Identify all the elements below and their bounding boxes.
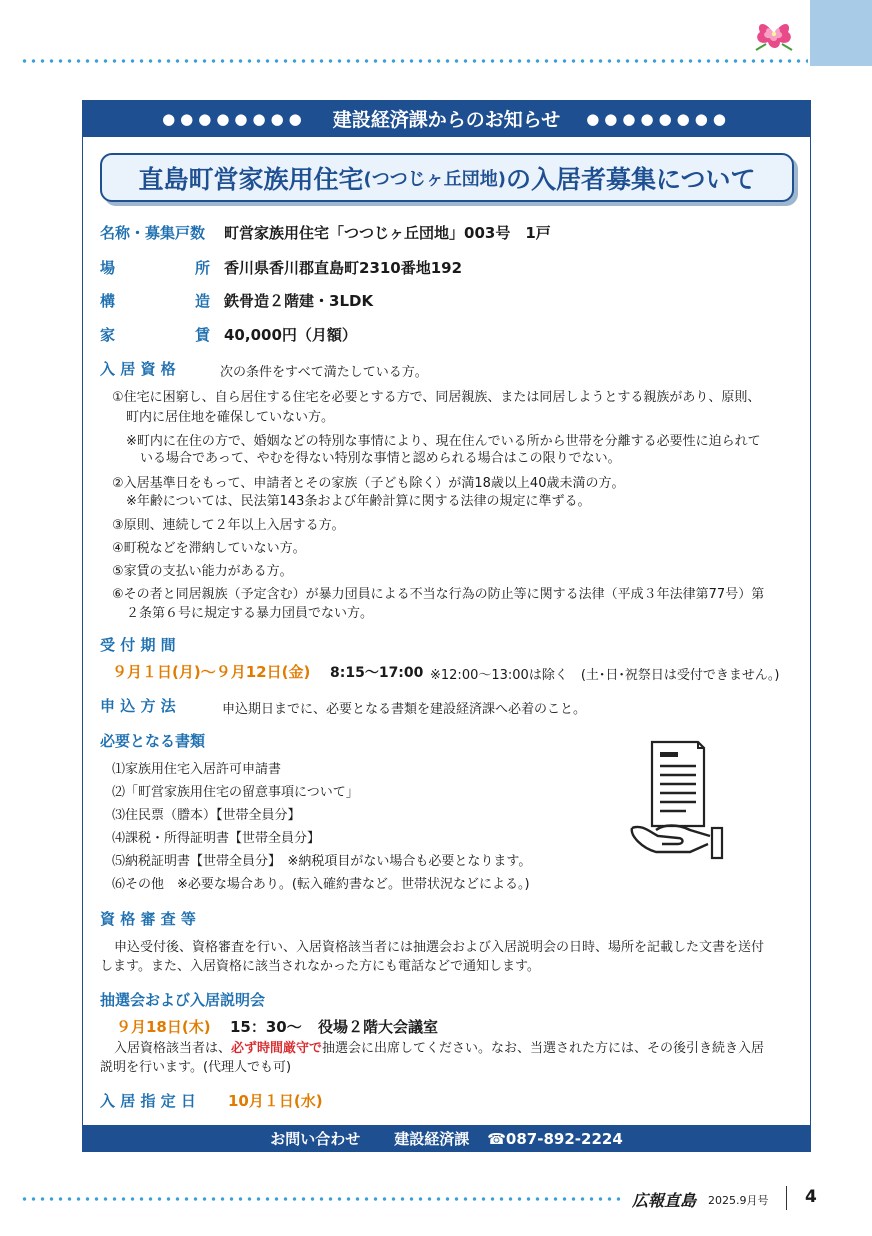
lottery-line2: 説明を行います。(代理人でも可) [100, 1060, 292, 1075]
title-part2: (つつじヶ丘団地) [363, 168, 506, 190]
azalea-flower-icon [752, 14, 798, 54]
qualification-label: 入 居 資 格 [100, 360, 176, 378]
bottom-dotted-line [20, 1197, 620, 1201]
qualification-line: ⑥その者と同居親族（予定含む）が暴力団員による不当な行為の防止等に関する法律（平成３年法律第77号）第 [112, 587, 765, 602]
qualification-line: ③原則、連続して２年以上入居する方。 [112, 518, 345, 533]
lottery-date: ９月18日(木) [116, 1018, 211, 1036]
qualification-line: ①住宅に困窮し、自ら居住する住宅を必要とする方で、同居親族、または同居しようとする親族があり、原則、 [112, 390, 761, 405]
document-item: ⑷課税・所得証明書【世帯全員分】 [112, 831, 321, 846]
issue-label: 2025.9月号 [708, 1194, 769, 1207]
screening-label: 資 格 審 査 等 [100, 910, 196, 928]
method-text: 申込期日までに、必要となる書類を建設経済課へ必着のこと。 [222, 702, 587, 717]
top-dotted-line [20, 59, 808, 63]
lottery-emphasis: 必ず時間厳守で [231, 1041, 323, 1056]
section-title: 建設経済課からのお知らせ [332, 109, 561, 131]
document-item: ⑴家族用住宅入居許可申請書 [112, 762, 282, 777]
screening-line: 申込受付後、資格審査を行い、入居資格該当者には抽選会および入居説明会の日時、場所を記載した文書を送付 [114, 940, 765, 955]
qualification-line: ※年齢については、民法第143条および年齢計算に関する法律の規定に準ずる。 [126, 494, 591, 509]
reception-note: ※12:00～13:00は除く (土･日･祝祭日は受付できません｡) [430, 668, 780, 683]
corner-tab [810, 0, 872, 66]
lottery-place: 役場２階大会議室 [318, 1018, 439, 1036]
lottery-label: 抽選会および入居説明会 [100, 991, 266, 1009]
contact-label: お問い合わせ [270, 1130, 361, 1148]
document-item: ⑵「町営家族用住宅の留意事項について」 [112, 785, 359, 800]
documents-label: 必要となる書類 [100, 732, 206, 750]
document-item: ⑹その他 ※必要な場合あり。(転入確約書など。世帯状況などによる。) [112, 877, 530, 892]
qualification-line: ※町内に在住の方で、婚姻などの特別な事情により、現在住んでいる所から世帯を分離する必要性に迫られて [126, 434, 761, 449]
info-label-name: 名称・募集戸数 [100, 224, 206, 242]
footer-divider [786, 1186, 787, 1210]
document-item: ⑶住民票（謄本）【世帯全員分】 [112, 808, 301, 823]
qualification-line: ④町税などを滞納していない方。 [112, 541, 306, 556]
info-label-rent: 家 賃 [100, 326, 210, 344]
reception-label: 受 付 期 間 [100, 636, 176, 654]
publication-logo: 広報直島 [632, 1191, 697, 1210]
title-part3: の入居者募集について [505, 164, 756, 194]
qualification-intro: 次の条件をすべて満たしている方。 [220, 365, 428, 380]
lottery-line1-b: 抽選会に出席してください。なお、当選された方には、その後引き続き入居 [322, 1041, 765, 1056]
lottery-time: 15：30～ [230, 1018, 302, 1036]
contact-bar [82, 1125, 811, 1152]
info-label-location: 場 所 [100, 259, 210, 277]
lottery-line1 [114, 1037, 764, 1056]
info-value-structure: 鉄骨造２階建・3LDK [224, 292, 374, 310]
contact-department: 建設経済課 [394, 1130, 470, 1148]
section-header [82, 100, 811, 137]
info-value-location: 香川県香川郡直島町2310番地192 [224, 259, 463, 277]
info-value-rent: 40,000円（月額） [224, 326, 357, 344]
qualification-line: いる場合であって、やむを得ない特別な事情と認められる場合はこの限りでない。 [140, 451, 621, 466]
title-part1: 直島町営家族用住宅 [138, 164, 364, 194]
qualification-line: ⑤家賃の支払い能力がある方。 [112, 564, 293, 579]
method-label: 申 込 方 法 [100, 697, 176, 715]
header-dots-left: ●●●●●●●● [162, 109, 307, 128]
qualification-line: ２条第６号に規定する暴力団員でない方。 [126, 606, 374, 621]
header-dots-right: ●●●●●●●● [586, 109, 731, 128]
page-title [100, 153, 794, 202]
lottery-line1-a: 入居資格該当者は、 [114, 1041, 232, 1056]
document-item: ⑸納税証明書【世帯全員分】 ※納税項目がない場合も必要となります。 [112, 854, 532, 869]
move-in-date: 10月１日(水) [228, 1092, 323, 1110]
contact-phone: ☎087-892-2224 [487, 1129, 623, 1148]
reception-dates: ９月１日(月)～９月12日(金) [112, 663, 311, 681]
move-in-label: 入 居 指 定 日 [100, 1092, 196, 1110]
info-label-structure: 構 造 [100, 292, 210, 310]
page-number: 4 [805, 1187, 817, 1207]
screening-line: します。また、入居資格に該当されなかった方にも電話などで通知します。 [100, 959, 540, 974]
qualification-line: ②入居基準日をもって、申請者とその家族（子ども除く）が満18歳以上40歳未満の方。 [112, 476, 625, 491]
qualification-line: 町内に居住地を確保していない方。 [126, 410, 335, 425]
reception-hours: 8:15～17:00 [330, 665, 424, 681]
document-in-hand-icon [628, 740, 728, 866]
info-value-name: 町営家族用住宅「つつじヶ丘団地」003号 1戸 [224, 224, 551, 242]
